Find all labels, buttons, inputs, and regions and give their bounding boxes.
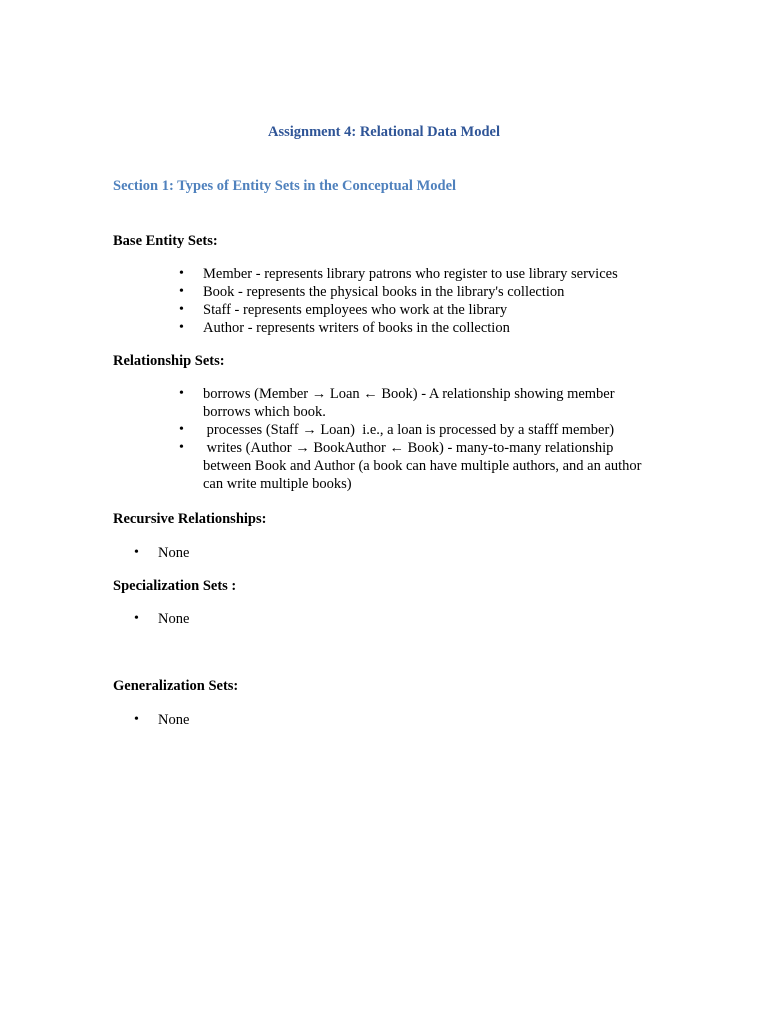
- bullet-icon: •: [179, 266, 184, 281]
- list-item: • writes (Author → BookAuthor ← Book) - many-to-many relationship between Book and Author (a book can have multiple authors, and an author can write multiple books): [179, 440, 646, 492]
- list-item: • processes (Staff → Loan) i.e., a loan is processed by a stafff member): [179, 422, 615, 438]
- list-item: • Member - represents library patrons who register to use library services: [179, 266, 618, 282]
- generalization-sets-heading: Generalization Sets:: [113, 678, 239, 694]
- base-entity-sets-heading: Base Entity Sets:: [113, 233, 218, 249]
- relationship-sets-heading: Relationship Sets:: [113, 353, 225, 369]
- bullet-icon: •: [179, 284, 184, 299]
- bullet-icon: •: [134, 611, 139, 626]
- document-title: Assignment 4: Relational Data Model: [268, 124, 500, 140]
- generalization-list: [134, 711, 598, 729]
- specialization-list: [134, 610, 598, 628]
- relationship-list: [179, 385, 646, 493]
- bullet-icon: •: [179, 386, 184, 401]
- bullet-icon: •: [134, 712, 139, 727]
- list-item: • None: [134, 545, 190, 561]
- bullet-icon: •: [179, 320, 184, 335]
- section-heading: Section 1: Types of Entity Sets in the Conceptual Model: [113, 178, 457, 194]
- list-item: • Author - represents writers of books in the collection: [179, 320, 510, 336]
- list-item: • Staff - represents employees who work at the library: [179, 302, 508, 318]
- bullet-icon: •: [179, 422, 184, 437]
- list-item: • borrows (Member → Loan ← Book) - A relationship showing member borrows which book.: [179, 386, 615, 420]
- recursive-list: [134, 544, 598, 562]
- list-item: • Book - represents the physical books in the library's collection: [179, 284, 565, 300]
- base-entity-list: [179, 265, 643, 337]
- specialization-sets-heading: Specialization Sets :: [113, 578, 237, 594]
- bullet-icon: •: [179, 440, 184, 455]
- bullet-icon: •: [134, 545, 139, 560]
- list-item: • None: [134, 611, 190, 627]
- bullet-icon: •: [179, 302, 184, 317]
- recursive-relationships-heading: Recursive Relationships:: [113, 511, 267, 527]
- list-item: • None: [134, 712, 190, 728]
